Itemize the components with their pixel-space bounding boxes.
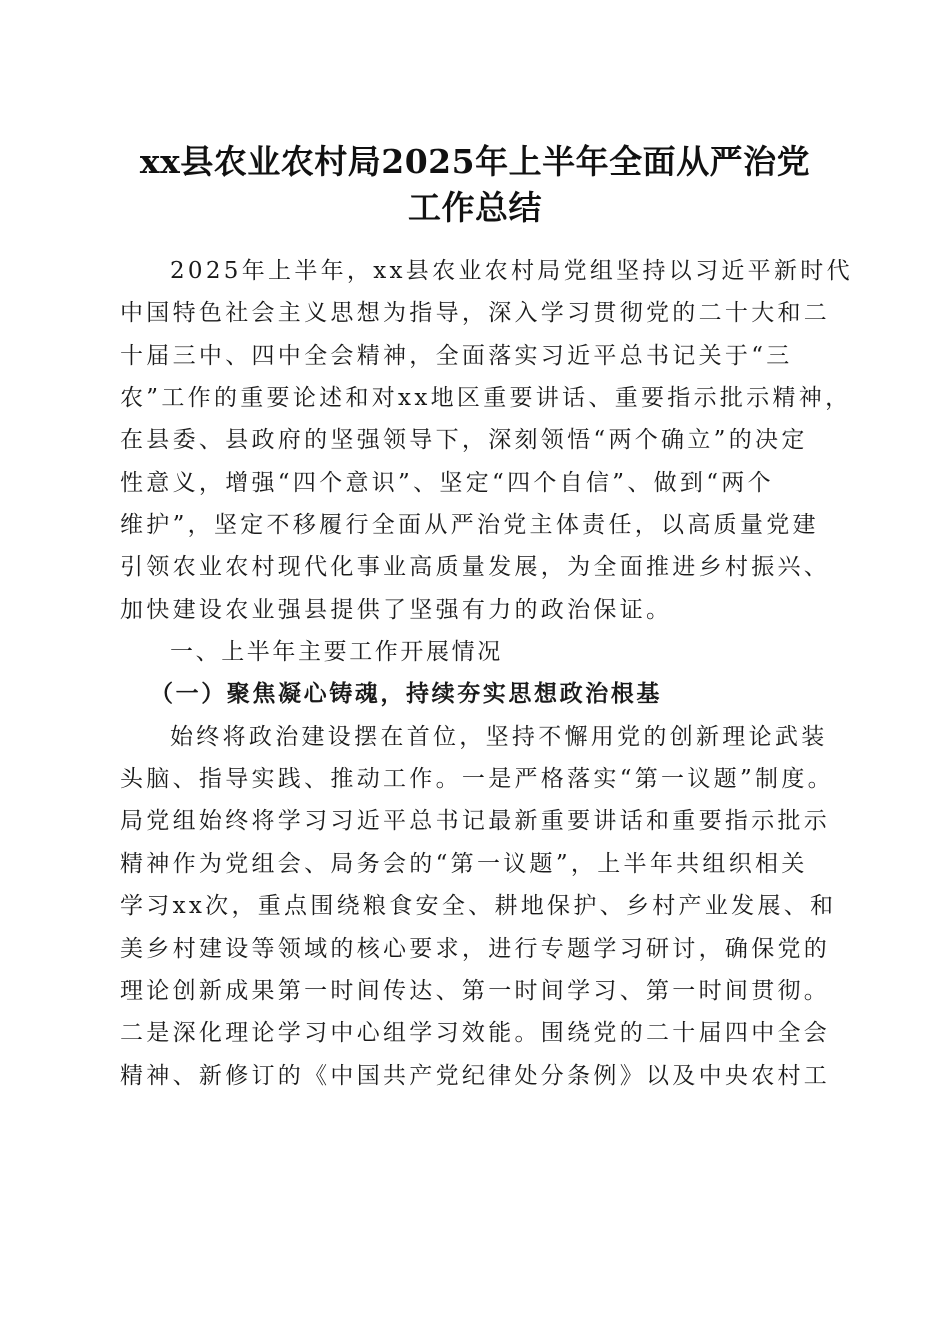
text-line: 中国特色社会主义思想为指导，深入学习贯彻党的二十大和二 xyxy=(120,300,831,327)
text-line: 引领农业农村现代化事业高质量发展，为全面推进乡村振兴、 xyxy=(120,554,831,581)
text-line: 性意义，增强“四个意识”、坚定“四个自信”、做到“两个 xyxy=(120,469,774,496)
text-line: 在县委、县政府的坚强领导下，深刻领悟“两个确立”的决定 xyxy=(120,427,808,454)
text-line: 局党组始终将学习习近平总书记最新重要讲话和重要指示批示 xyxy=(120,808,831,835)
text-line: 2025年上半年，xx县农业农村局党组坚持以习近平新时代 xyxy=(170,258,853,284)
document-body xyxy=(120,250,853,1097)
document-title-line-2: 工作总结 xyxy=(408,188,542,227)
section-heading: 一、上半年主要工作开展情况 xyxy=(170,639,503,666)
subsection-heading: （一）聚焦凝心铸魂，持续夯实思想政治根基 xyxy=(150,680,662,708)
document-title-line-1: xx县农业农村局2025年上半年全面从严治党 xyxy=(139,142,811,181)
text-line: 精神作为党组会、局务会的“第一议题”，上半年共组织相关 xyxy=(120,850,808,877)
text-line: 理论创新成果第一时间传达、第一时间学习、第一时间贯彻。 xyxy=(120,977,831,1004)
text-line: 十届三中、四中全会精神，全面落实习近平总书记关于“三 xyxy=(120,342,793,369)
text-line: 学习xx次，重点围绕粮食安全、耕地保护、乡村产业发展、和 xyxy=(120,893,837,920)
text-line: 精神、新修订的《中国共产党纪律处分条例》以及中央农村工 xyxy=(120,1062,831,1089)
section-paragraph xyxy=(120,716,837,1097)
text-line: 美乡村建设等领域的核心要求，进行专题学习研讨，确保党的 xyxy=(120,935,831,962)
text-line: 始终将政治建设摆在首位，坚持不懈用党的创新理论武装 xyxy=(170,723,828,750)
text-line: 农”工作的重要论述和对xx地区重要讲话、重要指示批示精神， xyxy=(120,385,852,412)
text-line: 维护”，坚定不移履行全面从严治党主体责任，以高质量党建 xyxy=(120,512,819,539)
text-line: 加快建设农业强县提供了坚强有力的政治保证。 xyxy=(120,596,673,623)
text-line: 头脑、指导实践、推动工作。一是严格落实“第一议题”制度。 xyxy=(120,766,834,793)
text-line: 二是深化理论学习中心组学习效能。围绕党的二十届四中全会 xyxy=(120,1020,831,1047)
intro-paragraph xyxy=(120,250,853,631)
